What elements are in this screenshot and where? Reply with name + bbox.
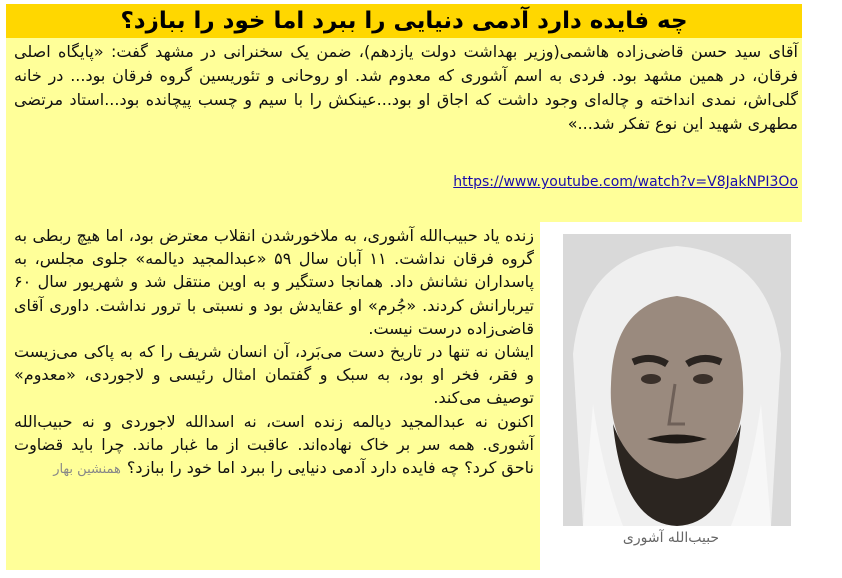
body-section [6, 222, 540, 570]
portrait-illustration [563, 234, 791, 526]
photo-frame [540, 222, 802, 570]
signature: همنشین بهار [53, 462, 121, 478]
intro-paragraph: آقای سید حسن قاضی‌زاده هاشمی(وزیر بهداشت دولت یازدهم)، ضمن یک سخنرانی در مشهد گفت: «پایگاه اصلی فرقان، در همین مشهد بود. فردی به اسم آشوری که معدوم شد. او روحانی و تئوریسین گروه فرقان بود... در خانه گلی‌اش، نمدی انداخته و چاله‌ای وجود داشت که اجاق او بود...عینکش را با سیم و چسب پیچانده بود...استاد مرتضی مطهری شهید این نوع تفکر شد...» [14, 42, 798, 133]
youtube-link[interactable]: https://www.youtube.com/watch?v=V8JakNPI3Oo [453, 174, 798, 190]
intro-section [6, 38, 802, 222]
body-paragraph-3 [14, 410, 534, 482]
body-paragraph-2: ایشان نه تنها در تاریخ دست می‌بَرد، آن انسان شریف را که به پاکی می‌زیست و فقر، فخر او بود، به سبک و گفتمان امثال رئیسی و لاجوردی، «معدوم» توصیف می‌کند. [14, 342, 534, 408]
article-title: چه فایده دارد آدمی دنیایی را ببرد اما خود را ببازد؟ [6, 4, 802, 38]
body-text-block [14, 224, 534, 481]
body-paragraph-3-text: اکنون نه عبدالمجید دیالمه زنده است، نه اسدالله لاجوردی و نه حبیب‌الله آشوری. همه سر بر خاک نهاده‌اند. عاقبت از ما غبار ماند. چرا باید قضاوت ناحق کرد؟ چه فایده دارد آدمی دنیایی را ببرد اما خود را ببازد؟ [14, 411, 534, 478]
body-paragraph-1: زنده یاد حبیب‌الله آشوری، به ملاخورشدن انقلاب معترض بود، اما هیچ ربطی به گروه فرقان نداشت. ۱۱ آبان سال ۵۹ «عبدالمجید دیالمه» جلوی مجلس، به پاسداران نشانش داد. همانجا دستگیر و به اوین منتقل شد و شهریور سال ۶۰ تیربارانش کردند. «جُرم» او عقایدش بود و نسبتی با ترور نداشت. داوری آقای قاضی‌زاده درست نیست. [14, 226, 535, 338]
intro-text-block [14, 40, 798, 136]
photo-caption: حبیب‌الله آشوری [622, 530, 720, 546]
portrait-photo [563, 234, 791, 526]
